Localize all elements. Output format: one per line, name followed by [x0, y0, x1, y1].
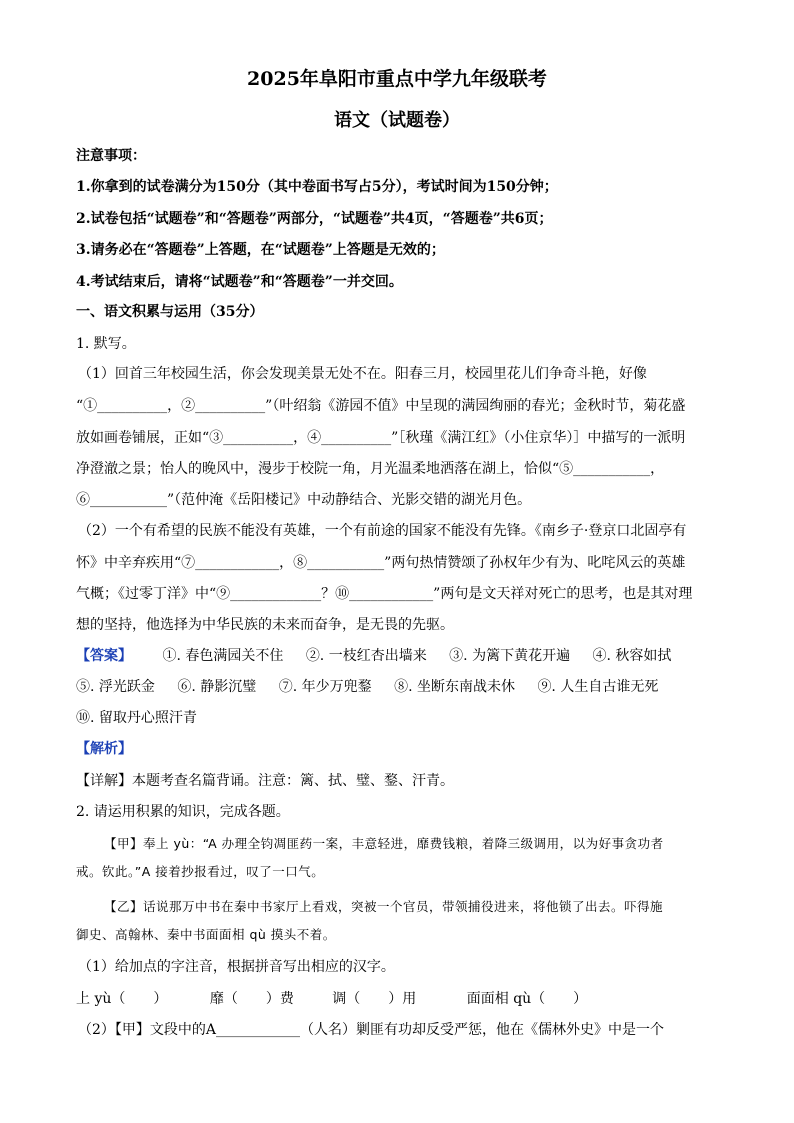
answer-item: ⑧. 坐断东南战未休: [394, 679, 515, 695]
analysis-label: 【解析】: [76, 741, 132, 757]
passage-yi-line-1: 【乙】话说那万中书在秦中书家厅上看戏，突被一个官员，带领捕役进来，将他锁了出去。吓得施: [104, 899, 664, 914]
detail-text: 【详解】本题考查名篇背诵。注意：篱、拭、璧、鍪、汗青。: [76, 773, 454, 789]
answer-item: ⑤. 浮光跃金: [76, 679, 155, 695]
q1-part2-line-2: 怀》中辛弃疾用“⑦____________，⑧___________”两句热情赞颂了孙权年少有为、叱咤风云的英雄: [76, 555, 686, 571]
q1-part1-line-5: ⑥___________”（范仲淹《岳阳楼记》中动静结合、光影交错的湖光月色。: [76, 492, 532, 508]
section-heading: 一、语文积累与运用（35分）: [76, 304, 264, 320]
passage-jia-line-2: 戒。钦此。”A 接着抄报看过，叹了一口气。: [76, 864, 325, 879]
notice-item-1: 1.你拿到的试卷满分为150分（其中卷面书写占5分），考试时间为150分钟；: [76, 179, 558, 195]
q1-part2-line-1: （2）一个有希望的民族不能没有英雄，一个有前途的国家不能没有先锋。《南乡子·登京口北固亭有: [78, 523, 687, 539]
answer-item: ⑩. 留取丹心照汗青: [76, 710, 197, 726]
q1-part1-line-4: 净澄澈之景；怡人的晚风中，漫步于校院一角，月光温柔地洒落在湖上，恰似“⑤___________，: [76, 461, 665, 477]
answer-item: ①. 春色满园关不住: [162, 648, 284, 664]
pinyin-item: 上 yù（ ）: [76, 991, 168, 1007]
question-1-title: 1. 默写。: [76, 336, 136, 352]
answer-row-1: [76, 646, 689, 666]
q1-part2-line-3: 气概；《过零丁洋》中“⑨_____________？⑩____________”两句是文天祥对死亡的思考，也是其对理: [76, 586, 693, 602]
notice-heading: 注意事项：: [76, 148, 146, 164]
answer-row-3: [76, 708, 215, 728]
q1-part1-line-2: “①__________，②__________”（叶绍翁《游园不值》中呈现的满园绚丽的春光；金秋时节，菊花盛: [76, 398, 686, 414]
answer-item: ⑦. 年少万兜鍪: [278, 679, 372, 695]
answer-row-2: [76, 677, 658, 697]
exam-title: 2025年阜阳市重点中学九年级联考: [247, 68, 547, 90]
pinyin-item: 靡（ ）费: [209, 991, 294, 1007]
passage-jia-line-1: 【甲】奉上 yù：“A 办理全钧凋匪药一案，丰意轻进，靡费钱粮，着降三级调用，以为好事贪功者: [104, 836, 664, 851]
answer-item: ⑨. 人生自古谁无死: [537, 679, 659, 695]
q2-sub2: （2）【甲】文段中的A____________（人名）剿匪有功却反受严惩，他在《儒林外史》中是一个: [78, 1022, 665, 1038]
pinyin-item: 调（ ）用: [332, 991, 417, 1007]
q1-part2-line-4: 想的坚持，他选择为中华民族的未来而奋争，是无畏的先驱。: [76, 617, 454, 633]
notice-item-4: 4.考试结束后，请将“试题卷”和“答题卷”一并交回。: [76, 274, 403, 290]
pinyin-row: [76, 989, 587, 1009]
answer-item: ②. 一枝红杏出墙来: [305, 648, 427, 664]
q2-sub1: （1）给加点的字注音，根据拼音写出相应的汉字。: [78, 959, 395, 975]
q1-part1-line-3: 放如画卷铺展，正如“③__________，④__________”［秋瑾《满江红》（小住京华）］中描写的一派明: [76, 430, 686, 446]
answer-item: ④. 秋容如拭: [592, 648, 672, 664]
answer-item: ③. 为篱下黄花开遍: [449, 648, 571, 664]
notice-item-3: 3.请务必在“答题卷”上答题，在“试题卷”上答题是无效的；: [76, 242, 445, 258]
q1-part1-line-1: （1）回首三年校园生活，你会发现美景无处不在。阳春三月，校园里花儿们争奇斗艳，好像: [78, 366, 647, 382]
answer-item: ⑥. 静影沉璧: [177, 679, 257, 695]
notice-item-2: 2.试卷包括“试题卷”和“答题卷”两部分，“试题卷”共4页，“答题卷”共6页；: [76, 211, 553, 227]
passage-yi-line-2: 御史、高翰林、秦中书面面相 qù 摸头不着。: [76, 927, 336, 942]
question-2-title: 2. 请运用积累的知识，完成各题。: [76, 804, 290, 820]
exam-subtitle: 语文（试题卷）: [334, 110, 460, 131]
pinyin-item: 面面相 qù（ ）: [466, 991, 588, 1007]
answer-label: 【答案】: [76, 648, 132, 664]
